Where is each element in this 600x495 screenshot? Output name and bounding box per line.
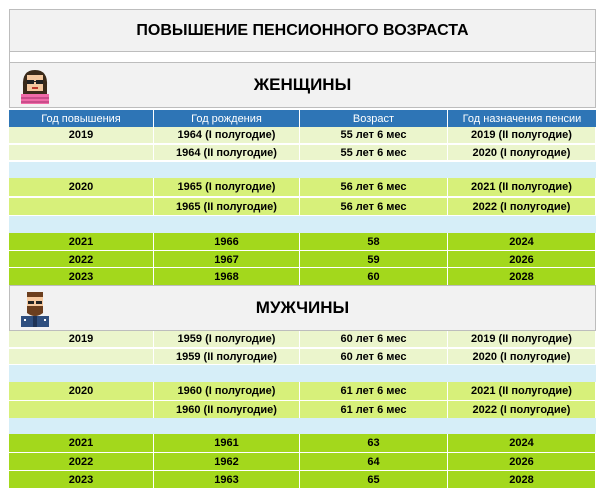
cell: 2020 (I полугодие) (448, 145, 596, 160)
men-label: МУЖЧИНЫ (255, 298, 350, 317)
cell: 2021 (9, 434, 154, 452)
table-row (9, 400, 596, 418)
cell: 2028 (448, 471, 596, 488)
table-row (9, 470, 596, 488)
column-headers (9, 110, 596, 127)
table-row (9, 267, 596, 285)
cell: 2020 (9, 382, 154, 400)
table-row (9, 452, 596, 470)
cell: 1959 (I полугодие) (154, 331, 300, 347)
cell: 61 лет 6 мес (300, 382, 448, 400)
cell: 1967 (154, 251, 300, 268)
cell: 2024 (448, 434, 596, 452)
cell (9, 198, 154, 215)
cell: 65 (300, 471, 448, 488)
cell (9, 349, 154, 364)
table-row (9, 197, 596, 215)
spacer (9, 418, 596, 434)
page-title: ПОВЫШЕНИЕ ПЕНСИОННОГО ВОЗРАСТА (9, 9, 596, 52)
table-row (9, 250, 596, 268)
cell: 2023 (9, 268, 154, 285)
cell: 56 лет 6 мес (300, 178, 448, 196)
cell: 1965 (I полугодие) (154, 178, 300, 196)
women-section-header (9, 62, 596, 108)
table-row (9, 348, 596, 364)
cell: 64 (300, 453, 448, 470)
cell: 1961 (154, 434, 300, 452)
cell: 1963 (154, 471, 300, 488)
cell: 2020 (9, 178, 154, 196)
cell: 1966 (154, 233, 300, 251)
table-row (9, 178, 596, 196)
cell: 60 (300, 268, 448, 285)
cell: 56 лет 6 мес (300, 198, 448, 215)
cell (9, 401, 154, 418)
cell: 1960 (I полугодие) (154, 382, 300, 400)
spacer (9, 365, 596, 382)
women-label: ЖЕНЩИНЫ (253, 75, 352, 94)
cell: 2024 (448, 233, 596, 251)
table-row (9, 434, 596, 452)
cell: 2021 (II полугодие) (448, 382, 596, 400)
cell: 58 (300, 233, 448, 251)
cell: 2028 (448, 268, 596, 285)
table-row (9, 144, 596, 160)
cell: 2022 (9, 453, 154, 470)
cell: 2023 (9, 471, 154, 488)
cell: 60 лет 6 мес (300, 349, 448, 364)
cell: 2021 (II полугодие) (448, 178, 596, 196)
cell: 2019 (II полугодие) (448, 331, 596, 347)
cell: 2020 (I полугодие) (448, 349, 596, 364)
spacer (9, 162, 596, 178)
cell: 61 лет 6 мес (300, 401, 448, 418)
cell: 63 (300, 434, 448, 452)
cell: 2019 (9, 127, 154, 143)
cell: 2021 (9, 233, 154, 251)
pension-table (9, 9, 596, 489)
header-year-increase: Год повышения (9, 110, 154, 127)
header-age: Возраст (300, 110, 448, 127)
cell: 2026 (448, 453, 596, 470)
men-section-header (9, 285, 596, 331)
cell: 1964 (I полугодие) (154, 127, 300, 143)
cell: 60 лет 6 мес (300, 331, 448, 347)
cell: 1964 (II полугодие) (154, 145, 300, 160)
cell: 1959 (II полугодие) (154, 349, 300, 364)
cell: 1962 (154, 453, 300, 470)
header-birth-year: Год рождения (154, 110, 300, 127)
header-pension-year: Год назначения пенсии (462, 112, 582, 125)
cell (9, 145, 154, 160)
cell: 2022 (I полугодие) (448, 401, 596, 418)
cell: 59 (300, 251, 448, 268)
table-row (9, 382, 596, 400)
cell: 2026 (448, 251, 596, 268)
cell: 1968 (154, 268, 300, 285)
table-row (9, 331, 596, 347)
cell: 1960 (II полугодие) (154, 401, 300, 418)
table-row (9, 127, 596, 143)
cell: 1965 (II полугодие) (154, 198, 300, 215)
cell: 2019 (9, 331, 154, 347)
spacer (9, 216, 596, 233)
cell: 2022 (I полугодие) (448, 198, 596, 215)
cell: 55 лет 6 мес (300, 145, 448, 160)
spacer (9, 52, 596, 62)
cell: 2019 (II полугодие) (448, 127, 596, 143)
cell: 2022 (9, 251, 154, 268)
cell: 55 лет 6 мес (300, 127, 448, 143)
table-row (9, 233, 596, 251)
